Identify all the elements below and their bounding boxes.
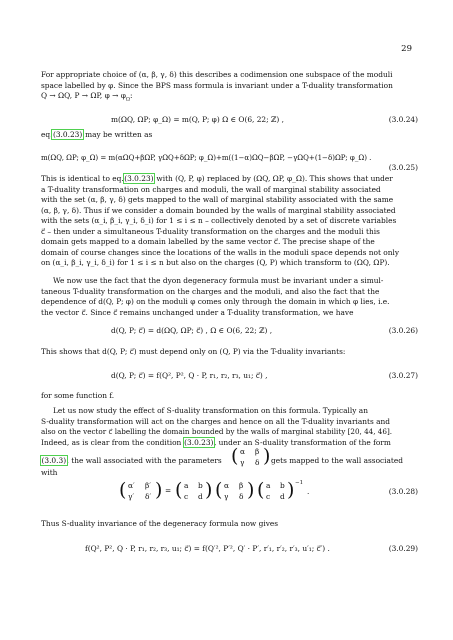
- equation-body: d(Q, P; c⃗) = d(ΩQ, ΩP; c⃗) , Ω ∈ O(6, 22; ℤ) ,: [111, 326, 273, 335]
- equation-link[interactable]: (3.0.23): [124, 174, 154, 183]
- paragraph-invariance: [41, 276, 418, 318]
- equation-link[interactable]: (3.0.23): [184, 437, 214, 447]
- text-line: the vector c⃗. Since c⃗ remains unchanged under a T-duality transformation, we have: [41, 307, 354, 317]
- equation-3-0-28: ( α′ β′ γ′ δ′ ) = ( a b c d ) ( α β γ δ ) ( a b c d ) −1 . (3.0.28): [119, 479, 418, 501]
- text-line: This shows that d(Q, P; c⃗) must depend only on (Q, P) via the T-duality invariants:: [41, 347, 346, 356]
- equation-body: f(Q², P², Q · P, r₁, r₂, r₃, u₁; c⃗) = f(Q′², P′², Q′ · P′, r′₁, r′₂, r′₃, u′₁; c⃗′) .: [85, 544, 330, 553]
- equation-body: m(ΩQ, ΩP; φ_Ω) = m(Q, P; φ) Ω ∈ O(6, 22; ℤ) ,: [111, 115, 284, 124]
- text-line: This is identical to eq.(3.0.23) with (Q, P, φ) replaced by (ΩQ, ΩP, φ_Ω). This shows that under: [41, 174, 393, 183]
- paragraph-s-duality: [41, 406, 418, 448]
- equation-number: (3.0.26): [388, 326, 418, 335]
- paragraph-invariants: [41, 347, 418, 358]
- text-line: with the sets (α_i, β_i, γ_i, δ_i) for 1 ≤ i ≤ n – collectively denoted by a set of discrete variables: [41, 216, 397, 225]
- paragraph-rewrite: eq.(3.0.23) may be written as: [41, 130, 153, 139]
- paragraph-conclusion: [41, 519, 418, 530]
- equation-body: d(Q, P; c⃗) = f(Q², P², Q · P, r₁, r₂, r₃, u₁; c⃗) ,: [111, 371, 268, 380]
- text-line: Let us now study the effect of S-duality transformation on this formula. Typically an: [53, 406, 368, 415]
- equation-number: (3.0.24): [388, 115, 418, 124]
- page-number: 29: [401, 44, 412, 54]
- text-line: We now use the fact that the dyon degeneracy formula must be invariant under a simul-: [53, 276, 384, 285]
- text-line: with the set (α, β, γ, δ) gets mapped to the wall of marginal stability associated with the same: [41, 195, 394, 204]
- equation-link[interactable]: (3.0.23): [52, 130, 83, 139]
- text-line: dependence of d(Q, P; φ) on the moduli φ comes only through the domain in which φ lies, i.e.: [41, 297, 390, 306]
- text-line: domain of course changes since the locations of the walls in the moduli space depends not only: [41, 247, 400, 257]
- text-line: on (α_i, β_i, γ_i, δ_i) for 1 ≤ i ≤ n but also on the charges (Q, P) which transform to (ΩQ, ΩP).: [41, 258, 390, 267]
- equation-body: m(ΩQ, ΩP; φ_Ω) = m(αΩQ+βΩP, γΩQ+δΩP; φ_Ω)+m((1−α)ΩQ−βΩP, −γΩQ+(1−δ)ΩP; φ_Ω) .: [41, 153, 372, 162]
- equation-number: (3.0.25): [388, 163, 418, 172]
- text-line: taneous T-duality transformation on the charges and the moduli, and also the fact that the: [41, 286, 380, 296]
- text-line: Thus S-duality invariance of the degeneracy formula now gives: [41, 519, 279, 528]
- text-line: Q → ΩQ, P → ΩP, $\varphi \to \varphi_\Omega$:: [41, 91, 133, 103]
- text-line: for some function f.: [41, 391, 115, 400]
- paragraph-intro: [41, 70, 418, 105]
- equation-number: (3.0.27): [388, 371, 418, 380]
- text-line: also on the vector c⃗ labelling the domain bounded by the walls of marginal stability [20, 44, 46].: [41, 427, 393, 436]
- paragraph-function: [41, 391, 418, 402]
- text-line: Indeed, as is clear from the condition (3.0.23), under an S-duality transformation of the form: [41, 437, 391, 447]
- text-line: c⃗ – then under a simultaneous T-duality transformation on the charges and the moduli this: [41, 226, 380, 236]
- text-line: S-duality transformation will act on the charges and hence on all the T-duality invariants and: [41, 416, 391, 426]
- paragraph-wall-mapping: (3.0.3), the wall associated with the parameters ( α β γ δ ) gets mapped to the wall associated with: [41, 445, 404, 477]
- text-line: space labelled by φ. Since the BPS mass formula is invariant under a T-duality transformation: [41, 80, 393, 90]
- text-line: For appropriate choice of (α, β, γ, δ) this describes a codimension one subspace of the moduli: [41, 70, 393, 79]
- equation-number: (3.0.29): [388, 544, 418, 553]
- equation-number: (3.0.28): [388, 487, 418, 496]
- paragraph-t-duality: [41, 174, 418, 269]
- text-line: a T-duality transformation on charges and moduli, the wall of marginal stability associated: [41, 184, 381, 194]
- equation-link[interactable]: (3.0.3): [41, 456, 67, 465]
- text-line: domain gets mapped to a domain labelled by the same vector c⃗. The precise shape of the: [41, 237, 375, 246]
- text-line: (α, β, γ, δ). Thus if we consider a domain bounded by the walls of marginal stability associated: [41, 205, 396, 215]
